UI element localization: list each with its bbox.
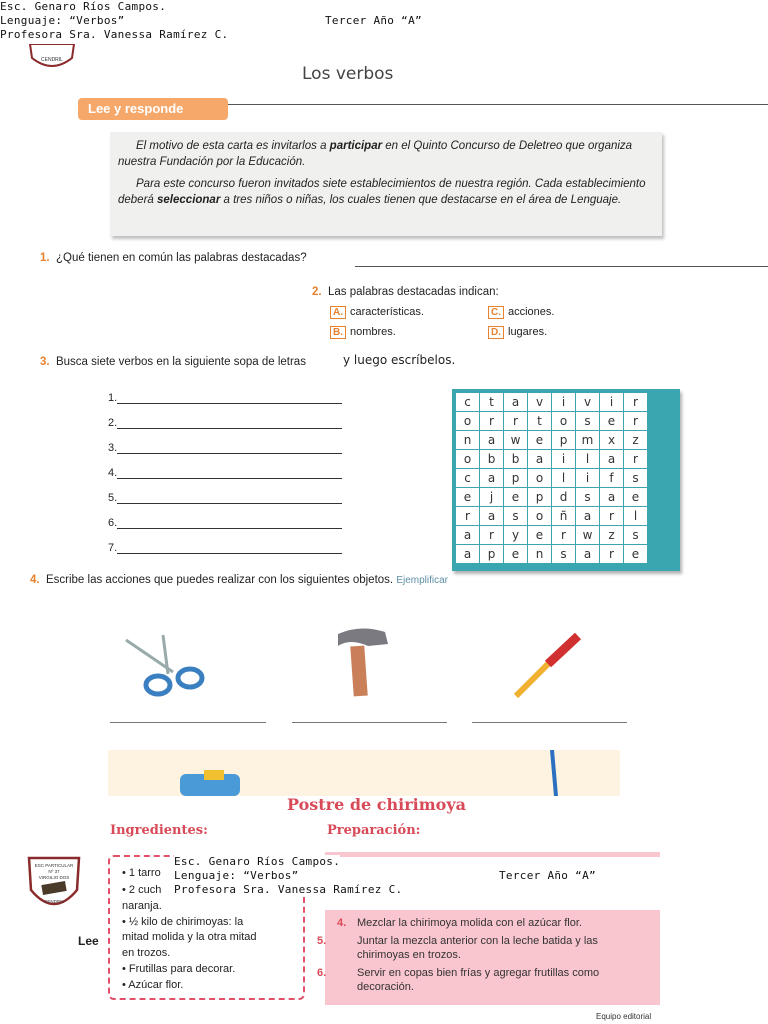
word-search-row <box>456 488 648 507</box>
word-search-cell[interactable]: c <box>456 469 480 488</box>
svg-text:CENDRIL: CENDRIL <box>44 899 64 904</box>
question-1: 1. ¿Qué tienen en común las palabras destacadas? <box>40 252 307 264</box>
word-search-cell[interactable]: s <box>624 469 648 488</box>
object-answer-line[interactable] <box>110 722 266 723</box>
word-search-cell[interactable]: e <box>624 545 648 564</box>
word-search-cell[interactable]: l <box>624 507 648 526</box>
word-search-cell[interactable]: d <box>552 488 576 507</box>
word-search-cell[interactable]: s <box>576 412 600 431</box>
pink-strip <box>325 852 660 857</box>
step: 6. Servir en copas bien frías y agregar frutillas como decoración. <box>317 967 600 993</box>
word-search-cell[interactable]: r <box>624 412 648 431</box>
preparation-box <box>317 910 660 1005</box>
word-search-row <box>456 545 648 564</box>
hammer-icon <box>330 624 410 709</box>
word-search-cell[interactable]: a <box>576 545 600 564</box>
word-search-cell[interactable]: m <box>576 431 600 450</box>
word-search-cell[interactable]: b <box>504 450 528 469</box>
word-search-cell[interactable]: a <box>528 450 552 469</box>
word-search-cell[interactable]: e <box>504 545 528 564</box>
word-search-cell[interactable]: e <box>504 488 528 507</box>
answer-line[interactable]: 6. <box>108 517 348 542</box>
word-search <box>452 389 680 571</box>
word-search-cell[interactable]: z <box>600 526 624 545</box>
word-search-cell[interactable]: s <box>576 488 600 507</box>
word-search-cell[interactable]: f <box>600 469 624 488</box>
subject-label-repeat: Lenguaje: “Verbos” <box>174 869 324 883</box>
word-search-cell[interactable]: y <box>504 526 528 545</box>
page-title: Los verbos <box>302 64 394 84</box>
reading-box: El motivo de esta carta es invitarlos a participar en el Quinto Concurso de Deletreo que organiza nuestra Fundación por la Educación. Para este concurso fueron invitados siete establecimientos de nuestra región. Cada establecimiento deberá seleccionar a tres niños o niñas, los cuales tienen que destacarse en el área de Lenguaje. <box>110 132 662 236</box>
word-search-cell[interactable]: r <box>624 393 648 412</box>
object-answer-line[interactable] <box>472 722 627 723</box>
lee-fragment: Lee <box>78 934 99 948</box>
word-search-cell[interactable]: r <box>600 545 624 564</box>
word-search-cell[interactable]: v <box>528 393 552 412</box>
divider <box>220 104 768 105</box>
school-name-repeat: Esc. Genaro Ríos Campos. <box>174 855 341 868</box>
teacher-label: Profesora Sra. Vanessa Ramírez C. <box>0 28 229 41</box>
svg-text:Nº 37: Nº 37 <box>48 869 60 874</box>
ingredients-box: • 1 tarro • 2 cuch naranja. • ½ kilo de chirimoyas: la mitad molida y la otra mitad en trozos. • Frutillas para decorar. • Azúcar flor. <box>108 855 305 1000</box>
credit: Equipo editorial <box>596 1012 652 1021</box>
logo-text: CENDRIL <box>41 57 63 63</box>
step: 4. Mezclar la chirimoya molida con el azúcar flor. <box>337 917 582 929</box>
recipe-illustration-strip <box>108 750 620 796</box>
answer-line[interactable]: 5. <box>108 492 348 517</box>
word-search-cell[interactable]: p <box>504 469 528 488</box>
svg-text:ESC PARTICULAR: ESC PARTICULAR <box>34 863 74 868</box>
word-search-cell[interactable]: n <box>528 545 552 564</box>
ingredients-label: Ingredientes: <box>110 823 208 838</box>
word-search-cell[interactable]: p <box>480 545 504 564</box>
word-search-cell[interactable]: v <box>576 393 600 412</box>
word-search-row <box>456 393 648 412</box>
word-search-cell[interactable]: a <box>480 469 504 488</box>
word-search-cell[interactable]: r <box>624 450 648 469</box>
answer-line[interactable]: 2. <box>108 417 348 442</box>
word-search-cell[interactable]: p <box>528 488 552 507</box>
word-search-cell[interactable]: i <box>552 450 576 469</box>
word-search-cell[interactable]: a <box>504 393 528 412</box>
word-search-cell[interactable]: e <box>528 526 552 545</box>
word-search-cell[interactable]: a <box>600 450 624 469</box>
word-search-cell[interactable]: z <box>624 431 648 450</box>
word-search-cell[interactable]: r <box>480 412 504 431</box>
word-search-cell[interactable]: t <box>528 412 552 431</box>
word-search-cell[interactable]: a <box>456 545 480 564</box>
option-d[interactable]: D. lugares. <box>488 326 547 339</box>
answer-line[interactable]: 4. <box>108 467 348 492</box>
word-search-row <box>456 469 648 488</box>
word-search-cell[interactable]: s <box>504 507 528 526</box>
word-search-cell[interactable]: n <box>456 431 480 450</box>
word-search-cell[interactable]: c <box>456 393 480 412</box>
answer-line[interactable]: 7. <box>108 542 348 567</box>
word-search-cell[interactable]: w <box>504 431 528 450</box>
question-3-extra: y luego escríbelos. <box>343 353 456 367</box>
word-search-cell[interactable]: o <box>456 450 480 469</box>
subject-label: Lenguaje: “Verbos” <box>0 14 125 27</box>
question-4: 4. Escribe las acciones que puedes realizar con los siguientes objetos. Ejemplificar <box>30 574 448 586</box>
question-3: 3. Busca siete verbos en la siguiente sopa de letras <box>40 356 306 368</box>
answer-line-q1[interactable] <box>355 266 768 267</box>
question-2: 2. Las palabras destacadas indican: <box>312 286 499 298</box>
preparation-label: Preparación: <box>327 823 421 838</box>
word-search-cell[interactable]: w <box>576 526 600 545</box>
option-c[interactable]: C. acciones. <box>488 306 554 319</box>
word-search-cell[interactable]: r <box>600 507 624 526</box>
word-search-cell[interactable]: e <box>528 431 552 450</box>
word-search-cell[interactable]: i <box>600 393 624 412</box>
word-search-cell[interactable]: s <box>624 526 648 545</box>
answer-lines <box>108 392 348 567</box>
word-search-cell[interactable]: j <box>480 488 504 507</box>
word-search-cell[interactable]: a <box>480 431 504 450</box>
word-search-cell[interactable]: t <box>480 393 504 412</box>
step: 5. Juntar la mezcla anterior con la leche batida y las chirimoyas en trozos. <box>317 935 598 961</box>
word-search-cell[interactable]: o <box>552 412 576 431</box>
word-search-cell[interactable]: p <box>552 431 576 450</box>
word-search-row <box>456 412 648 431</box>
word-search-cell[interactable]: a <box>456 526 480 545</box>
word-search-cell[interactable]: a <box>600 488 624 507</box>
word-search-cell[interactable]: b <box>480 450 504 469</box>
option-b[interactable]: B. nombres. <box>330 326 396 339</box>
word-search-cell[interactable]: r <box>504 412 528 431</box>
word-search-cell[interactable]: x <box>600 431 624 450</box>
recipe-title: Postre de chirimoya <box>287 795 467 814</box>
school-logo <box>27 856 81 914</box>
school-logo-top <box>28 44 76 72</box>
teacher-label-repeat: Profesora Sra. Vanessa Ramírez C. <box>174 883 403 896</box>
word-search-cell[interactable]: ñ <box>552 507 576 526</box>
pen-icon <box>508 630 588 707</box>
word-search-cell[interactable]: o <box>528 507 552 526</box>
answer-line[interactable]: 3. <box>108 442 348 467</box>
section-pill: Lee y responde <box>78 98 228 120</box>
word-search-row <box>456 431 648 450</box>
svg-text:VIRGILIO DOS: VIRGILIO DOS <box>38 875 70 880</box>
word-search-cell[interactable]: l <box>576 450 600 469</box>
answer-line[interactable]: 1. <box>108 392 348 417</box>
word-search-cell[interactable]: r <box>456 507 480 526</box>
word-search-cell[interactable]: r <box>552 526 576 545</box>
word-search-cell[interactable]: e <box>624 488 648 507</box>
word-search-row <box>456 450 648 469</box>
school-name: Esc. Genaro Ríos Campos. <box>0 0 167 13</box>
grade-label-repeat: Tercer Año “A” <box>499 869 596 882</box>
word-search-cell[interactable]: i <box>552 393 576 412</box>
scissors-icon <box>118 630 213 705</box>
grade-label: Tercer Año “A” <box>325 14 422 27</box>
word-search-cell[interactable]: r <box>480 526 504 545</box>
word-search-cell[interactable]: o <box>456 412 480 431</box>
word-search-row <box>456 507 648 526</box>
word-search-cell[interactable]: e <box>456 488 480 507</box>
object-answer-line[interactable] <box>292 722 447 723</box>
word-search-cell[interactable]: s <box>552 545 576 564</box>
word-search-cell[interactable]: a <box>576 507 600 526</box>
word-search-cell[interactable]: i <box>576 469 600 488</box>
word-search-row <box>456 526 648 545</box>
word-search-cell[interactable]: a <box>480 507 504 526</box>
word-search-cell[interactable]: o <box>528 469 552 488</box>
word-search-cell[interactable]: e <box>600 412 624 431</box>
option-a[interactable]: A. características. <box>330 306 424 319</box>
word-search-cell[interactable]: l <box>552 469 576 488</box>
